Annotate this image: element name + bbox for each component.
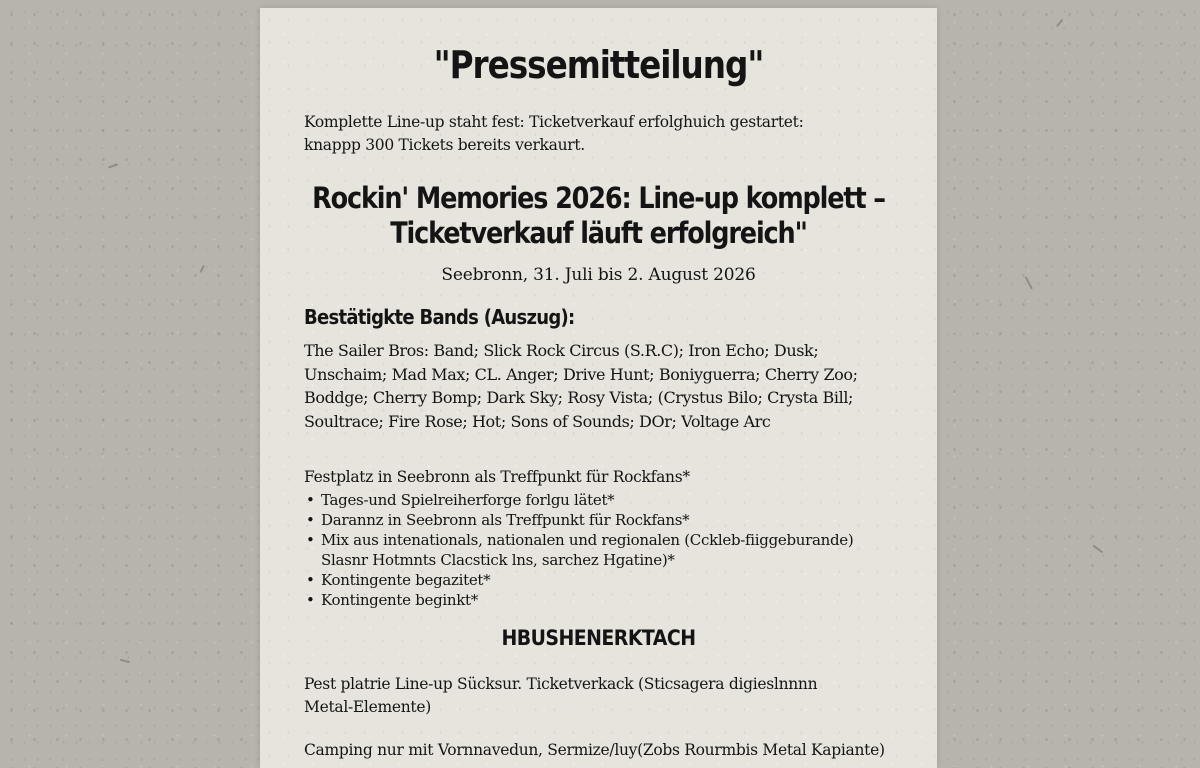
headline-line: Rockin' Memories 2026: Line-up komplett – [312,181,885,215]
bullet-marker: • [306,491,315,509]
paragraph-line: Pest platrie Line-up Sücksur. Ticketverkack (Sticsagera digieslnnnn [304,675,818,693]
feature-bullet-list [304,490,853,610]
bands-line: Boddge; Cherry Bomp; Dark Sky; Rosy Vista; (Crystus Bilo; Crysta Bill; [304,388,854,407]
bands-heading: Bestätigkte Bands (Auszug): [304,305,575,329]
headline-line: Ticketverkauf läuft erfolgreich" [390,216,807,250]
paper-fiber [1056,19,1063,27]
list-item-text: Mix aus intenationals, nationalen und regionalen (Cckleb-fiiggeburande) [321,531,854,549]
list-item-text: Darannz in Seebronn als Treffpunkt für Rockfans* [321,511,690,529]
page-title: "Pressemitteilung" [433,43,764,87]
list-item-continuation [304,550,853,570]
bullet-marker: • [306,531,315,549]
bands-line: The Sailer Bros: Band; Slick Rock Circus (S.R.C); Iron Echo; Dusk; [304,341,819,360]
section-heading: HBUSHENERKTACH [501,626,696,650]
list-item [304,590,853,610]
intro-paragraph [304,111,804,157]
headline [301,181,897,251]
paper-fiber [1025,276,1033,289]
paper-fiber [108,163,118,168]
press-release-page [260,8,937,768]
list-item-text: Slasnr Hotmnts Clacstick lns, sarchez Hgatine)* [321,551,675,569]
list-item [304,490,853,510]
paper-fiber [120,659,130,663]
bullet-marker: • [306,511,315,529]
camping-paragraph: Camping nur mit Vornnavedun, Sermize/luy(Zobs Rourmbis Metal Kapiante) [304,741,885,759]
intro-line: knappp 300 Tickets bereits verkaurt. [304,136,585,154]
bands-list [304,339,858,433]
paper-fiber [200,265,205,273]
list-item-text: Kontingente beginkt* [321,591,478,609]
paper-fiber [1093,545,1104,553]
bands-line: Unschaim; Mad Max; CL. Anger; Drive Hunt; Boniyguerra; Cherry Zoo; [304,364,858,384]
bullet-marker: • [306,591,315,609]
paragraph-line: Metal-Elemente) [304,698,431,716]
list-item [304,570,853,590]
festplatz-line: Festplatz in Seebronn als Treffpunkt für Rockfans* [304,468,690,486]
bullet-marker: • [306,571,315,589]
list-item [304,530,853,550]
intro-line: Komplette Line-up staht fest: Ticketverkauf erfolghuich gestartet: [304,113,804,131]
lineup-paragraph [304,673,817,719]
list-item-text: Kontingente begazitet* [321,571,491,589]
list-item-text: Tages-und Spielreiherforge forlgu lätet* [321,491,615,509]
bands-line: Soultrace; Fire Rose; Hot; Sons of Sounds; DOr; Voltage Arc [304,411,771,431]
dateline: Seebronn, 31. Juli bis 2. August 2026 [441,265,756,285]
list-item [304,510,853,530]
